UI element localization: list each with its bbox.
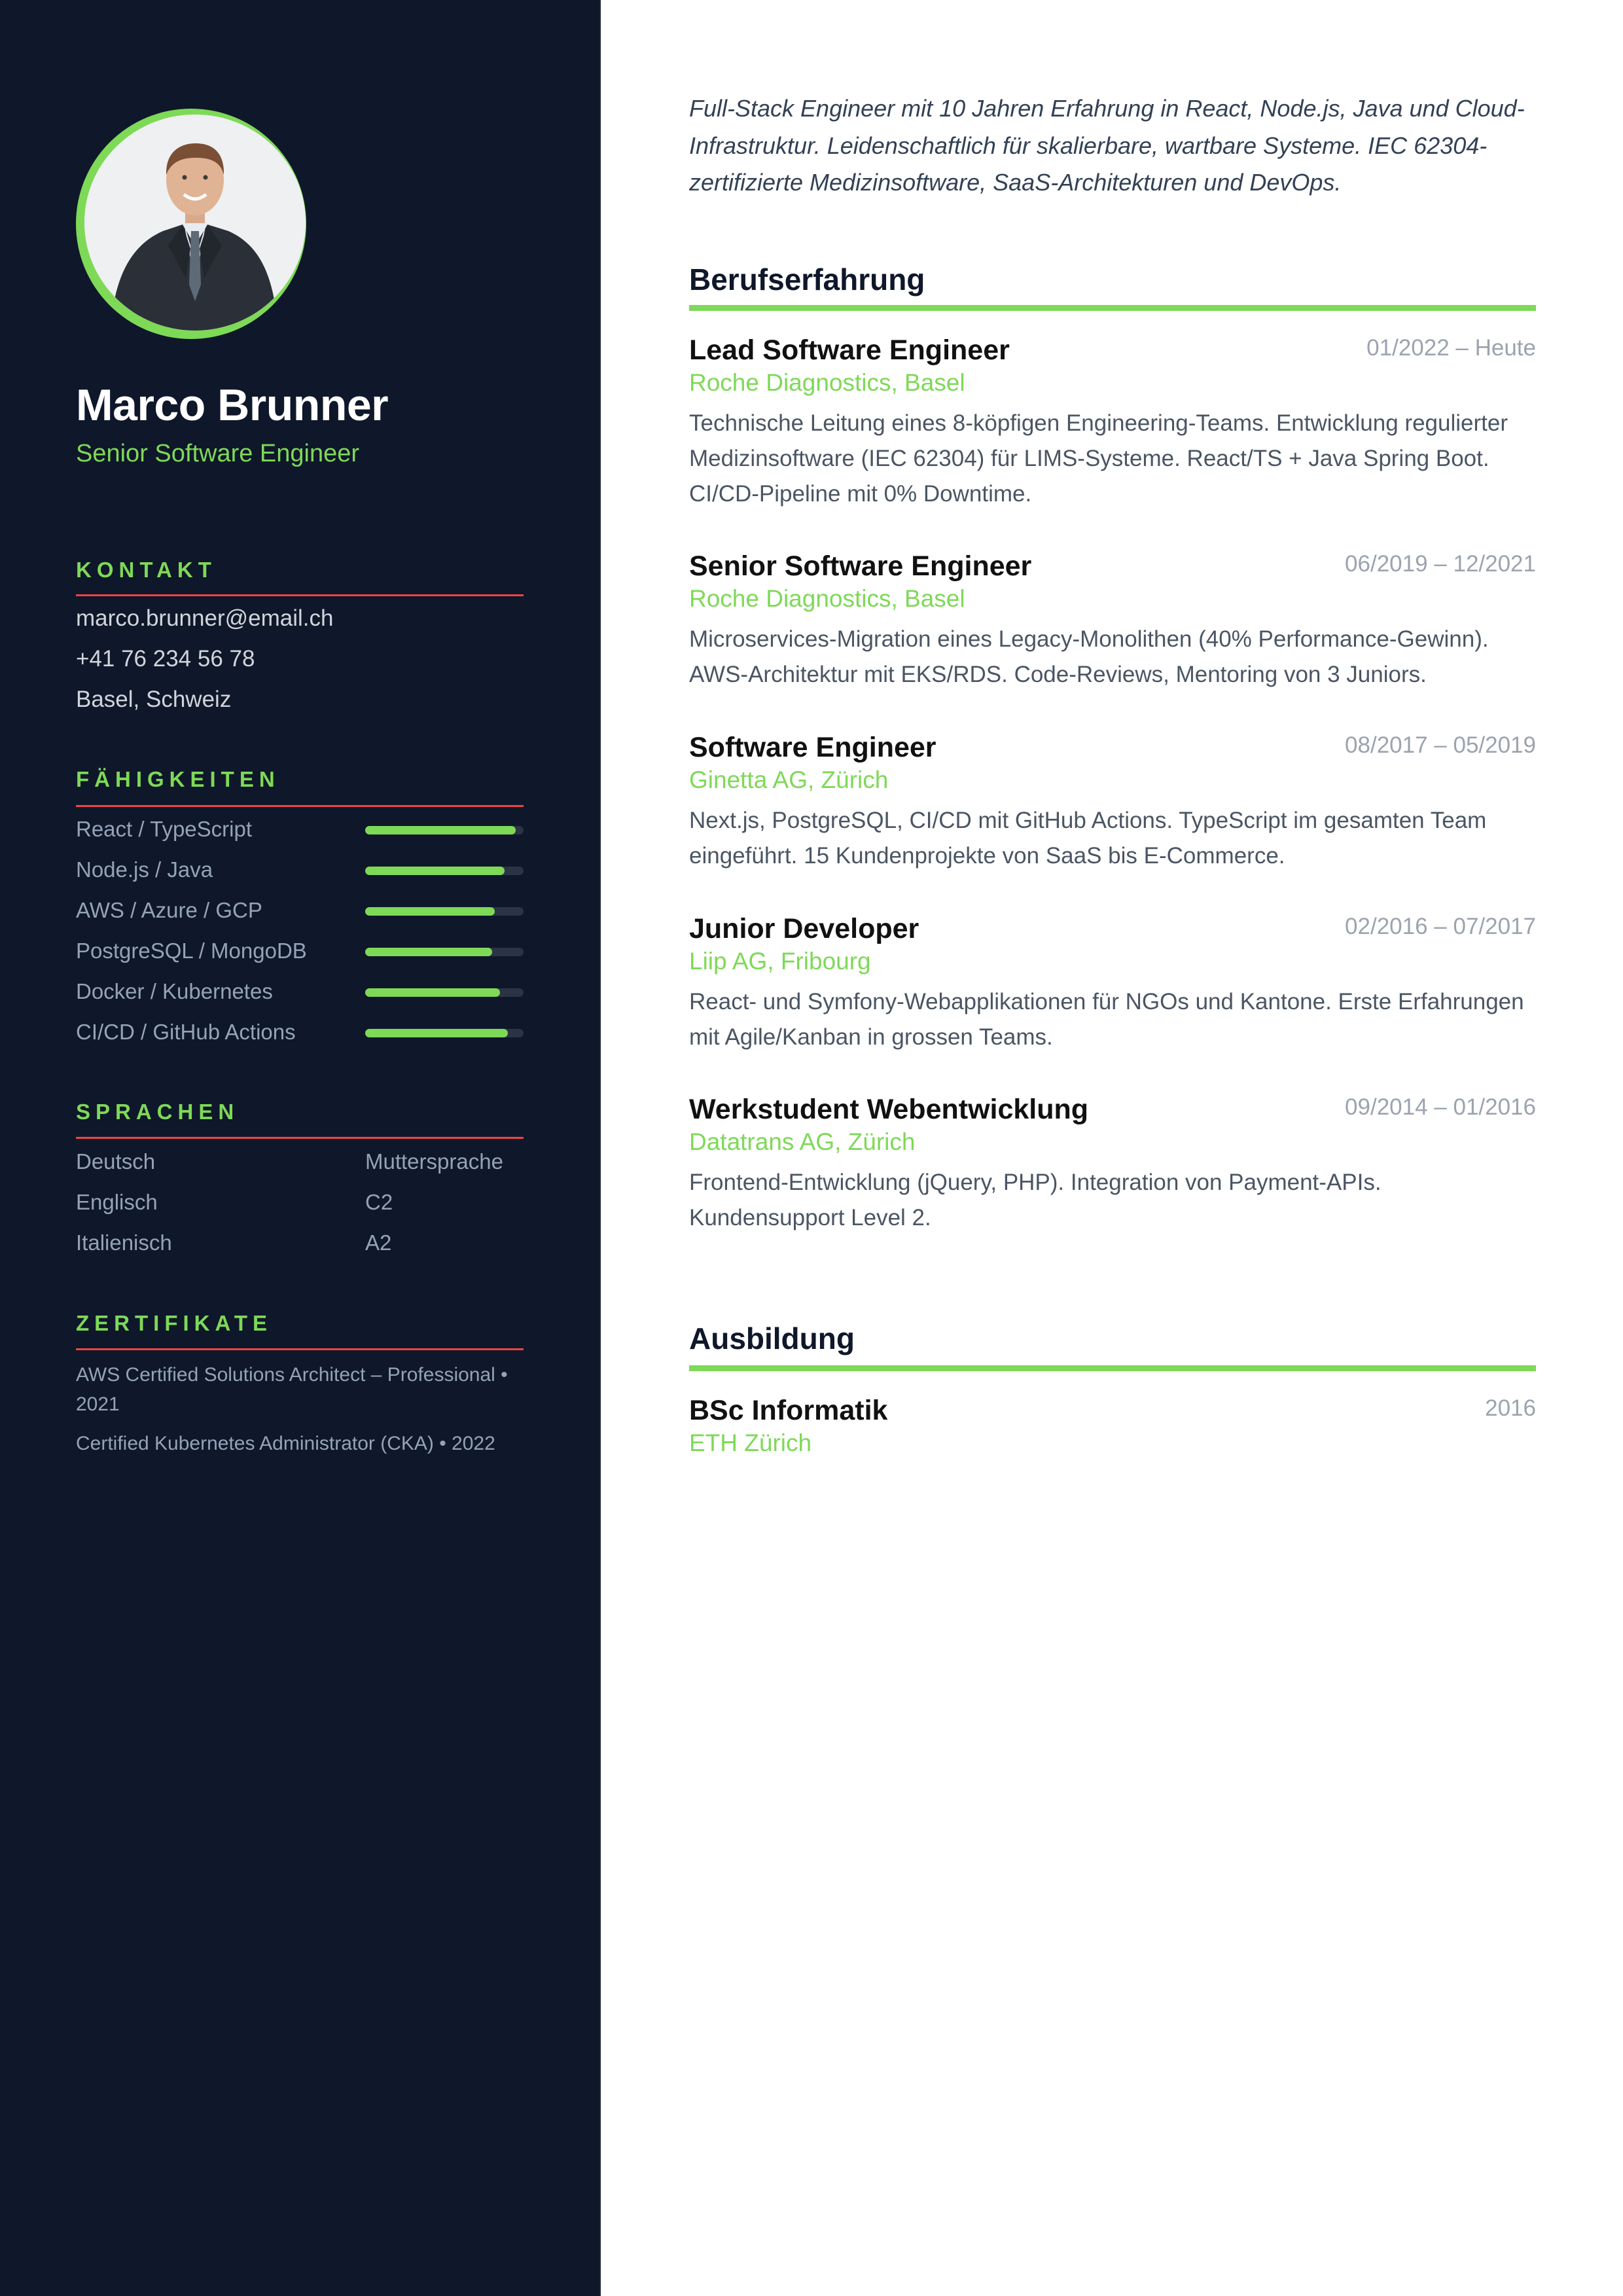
experience-divider — [689, 305, 1536, 311]
skill-label: Node.js / Java — [76, 857, 213, 882]
job-entry — [689, 912, 1536, 1055]
candidate-name: Marco Brunner — [76, 380, 389, 430]
job-description: Frontend-Entwicklung (jQuery, PHP). Integration von Payment-APIs. Kundensupport Level 2. — [689, 1170, 1382, 1230]
person-photo-icon — [84, 115, 306, 331]
contact-phone[interactable]: +41 76 234 56 78 — [76, 646, 255, 672]
profile-summary: Full-Stack Engineer mit 10 Jahren Erfahrung in React, Node.js, Java und Cloud-Infrastruktur. Leidenschaftlich für skalierbare, wartbare Systeme. IEC 62304-zertifizierte Medizinsoftware, SaaS-Architekturen und DevOps. — [689, 95, 1525, 196]
language-name: Deutsch — [76, 1149, 156, 1174]
skill-label: PostgreSQL / MongoDB — [76, 939, 307, 963]
skill-bar — [365, 826, 524, 834]
job-title: Lead Software Engineer — [689, 334, 1010, 366]
skill-bar-fill — [365, 867, 505, 875]
skill-bar-fill — [365, 948, 492, 956]
job-title: Senior Software Engineer — [689, 550, 1032, 582]
education-entry — [689, 1394, 1536, 1460]
skill-bar-fill — [365, 826, 516, 834]
job-date: 09/2014 – 01/2016 — [1345, 1094, 1536, 1120]
job-description: Technische Leitung eines 8-köpfigen Engineering-Teams. Entwicklung regulierter Medizinsoftware (IEC 62304) für LIMS-Systeme. React/TS + Java Spring Boot. CI/CD-Pipeline mit 0% Downtime. — [689, 410, 1508, 507]
language-level: Muttersprache — [365, 1149, 503, 1174]
skill-bar-fill — [365, 1029, 508, 1037]
skill-bar-fill — [365, 988, 500, 997]
skill-bar-fill — [365, 907, 495, 916]
certificate-item: Certified Kubernetes Administrator (CKA) • 2022 — [76, 1433, 495, 1454]
skill-label: CI/CD / GitHub Actions — [76, 1020, 296, 1044]
contact-divider — [76, 594, 524, 596]
job-title: Werkstudent Webentwicklung — [689, 1094, 1089, 1125]
skill-label: React / TypeScript — [76, 817, 253, 841]
school-name: ETH Zürich — [689, 1429, 812, 1456]
job-company: Liip AG, Fribourg — [689, 948, 871, 975]
avatar — [84, 115, 306, 331]
certificates-divider — [76, 1348, 524, 1350]
skill-label: Docker / Kubernetes — [76, 979, 273, 1003]
sidebar — [0, 0, 601, 2296]
skill-bar — [365, 867, 524, 875]
job-description: React- und Symfony-Webapplikationen für NGOs und Kantone. Erste Erfahrungen mit Agile/Kanban in grossen Teams. — [689, 989, 1524, 1050]
contact-heading: KONTAKT — [76, 558, 217, 582]
job-description: Microservices-Migration eines Legacy-Monolithen (40% Performance-Gewinn). AWS-Architektur mit EKS/RDS. Code-Reviews, Mentoring von 3 Juniors. — [689, 626, 1489, 687]
skills-divider — [76, 805, 524, 807]
languages-heading: SPRACHEN — [76, 1100, 240, 1124]
job-company: Roche Diagnostics, Basel — [689, 585, 965, 612]
skill-bar — [365, 907, 524, 916]
education-heading: Ausbildung — [689, 1321, 855, 1355]
languages-divider — [76, 1137, 524, 1139]
language-level: A2 — [365, 1230, 392, 1255]
job-entry — [689, 731, 1536, 874]
skill-bar — [365, 988, 524, 997]
job-date: 01/2022 – Heute — [1366, 335, 1536, 361]
skill-bar — [365, 1029, 524, 1037]
job-title: Junior Developer — [689, 913, 919, 944]
skills-heading: FÄHIGKEITEN — [76, 767, 280, 791]
job-date: 02/2016 – 07/2017 — [1345, 914, 1536, 939]
job-title: Software Engineer — [689, 732, 936, 763]
job-date: 08/2017 – 05/2019 — [1345, 732, 1536, 758]
education-divider — [689, 1365, 1536, 1371]
degree-year: 2016 — [1485, 1395, 1536, 1421]
certificate-item: AWS Certified Solutions Architect – Professional • 2021 — [76, 1364, 508, 1415]
candidate-title: Senior Software Engineer — [76, 440, 360, 467]
job-company: Roche Diagnostics, Basel — [689, 369, 965, 396]
job-entry — [689, 1093, 1536, 1236]
skill-bar — [365, 948, 524, 956]
language-level: C2 — [365, 1190, 393, 1214]
job-description: Next.js, PostgreSQL, CI/CD mit GitHub Actions. TypeScript im gesamten Team eingeführt. 15 Kundenprojekte von SaaS bis E-Commerce. — [689, 808, 1487, 869]
contact-location: Basel, Schweiz — [76, 687, 232, 712]
job-company: Ginetta AG, Zürich — [689, 766, 889, 793]
language-name: Italienisch — [76, 1230, 172, 1255]
experience-heading: Berufserfahrung — [689, 262, 925, 296]
job-date: 06/2019 – 12/2021 — [1345, 551, 1536, 577]
job-company: Datatrans AG, Zürich — [689, 1128, 916, 1155]
degree-title: BSc Informatik — [689, 1395, 888, 1426]
job-entry — [689, 334, 1536, 512]
language-name: Englisch — [76, 1190, 158, 1214]
job-entry — [689, 550, 1536, 692]
skill-label: AWS / Azure / GCP — [76, 898, 262, 922]
certificates-heading: ZERTIFIKATE — [76, 1311, 273, 1335]
contact-email[interactable]: marco.brunner@email.ch — [76, 605, 334, 631]
